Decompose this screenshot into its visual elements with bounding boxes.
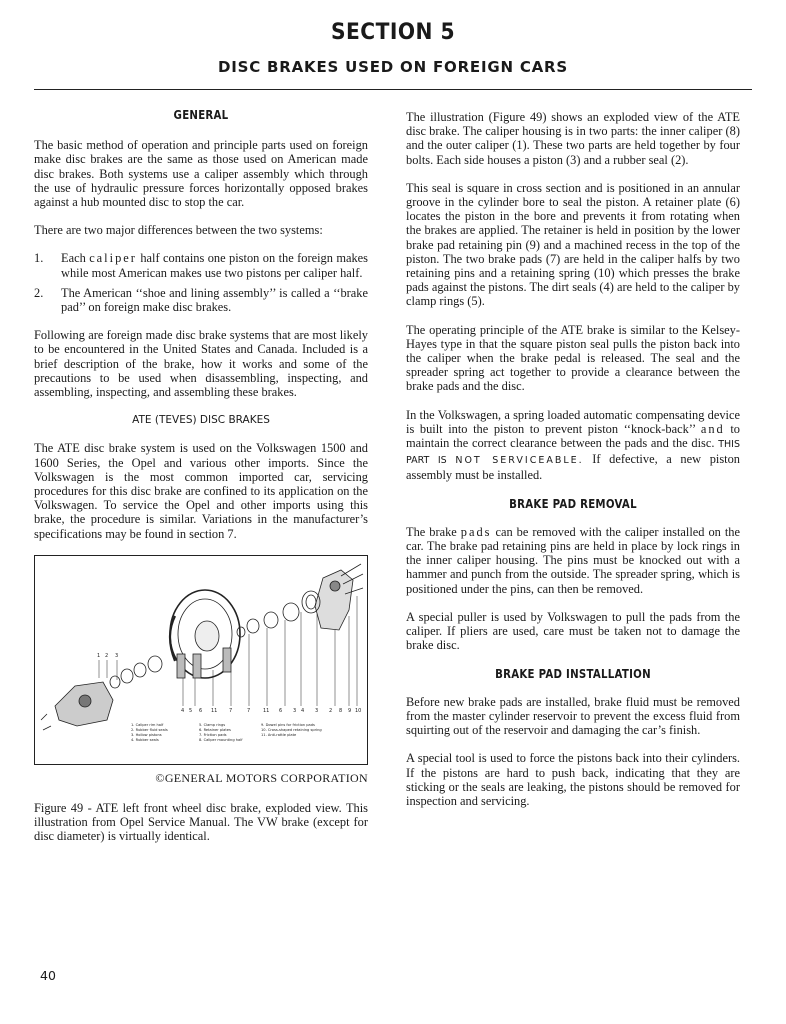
caliper-mounting-half bbox=[315, 570, 353, 630]
header-rule bbox=[34, 89, 752, 90]
right-column bbox=[406, 110, 740, 808]
paragraph-text: to maintain the correct clearance between the pads and the disc. bbox=[406, 421, 740, 451]
ate-heading: ATE (TEVES) DISC BRAKES bbox=[132, 414, 270, 427]
general-heading: GENERAL bbox=[173, 108, 229, 122]
left-column bbox=[34, 108, 368, 844]
callout-number: 7 bbox=[247, 707, 251, 714]
right-paragraph-3: The operating principle of the ATE brake is similar to the Kelsey-Hayes type in that the square piston seal pulls the piston back into the caliper when the brake pedal is released. The seal and the spreader spring act together to provide a clearance between the brake pads and the disc. bbox=[406, 322, 740, 394]
section-subtitle: DISC BRAKES USED ON FOREIGN CARS bbox=[217, 58, 569, 76]
ring bbox=[121, 669, 133, 683]
callout-number: 4 bbox=[181, 707, 185, 714]
legend-item: 2. Rubber fluid seals bbox=[131, 727, 168, 732]
list-number: 1. bbox=[34, 251, 44, 266]
legend-item: 8. Caliper mounting half bbox=[199, 737, 243, 742]
ring-inner bbox=[306, 595, 316, 609]
right-paragraph-7: Before new brake pads are installed, brake fluid must be removed from the master cylinder reservoir to prevent the excess fluid from squirting out of the reservoir and damaging the car’s finish. bbox=[406, 694, 740, 738]
right-paragraph-6: A special puller is used by Volkswagen to pull the pads from the caliper. If pliers are used, care must be taken not to damage the brake disc. bbox=[406, 609, 740, 653]
paragraph-text-caps: THIS PART IS bbox=[406, 439, 740, 467]
paragraph-text: If defective, a new piston assembly must be installed. bbox=[406, 452, 740, 483]
general-paragraph-2: There are two major differences between the two systems: bbox=[34, 223, 323, 238]
friction-pad bbox=[177, 654, 185, 678]
callout-number: 7 bbox=[229, 707, 233, 714]
list-text: half contains one piston on the foreign makes while most American makes use two pistons per caliper half. bbox=[61, 251, 368, 280]
right-paragraph-1: The illustration (Figure 49) shows an exploded view of the ATE disc brake. The caliper housing is in two parts: the inner caliper (8) and the outer caliper (1). These two parts are held together by four bolts. Each side houses a piston (3) and a rubber seal (2). bbox=[406, 110, 740, 167]
ring bbox=[110, 676, 120, 688]
right-paragraph-5 bbox=[406, 525, 740, 596]
brake-pad-removal-heading: BRAKE PAD REMOVAL bbox=[509, 496, 637, 511]
list-item bbox=[34, 251, 368, 279]
callout-number: 10 bbox=[355, 707, 362, 714]
general-paragraph-3: Following are foreign made disc brake systems that are most likely to be encountered in the United States and Canada. Included is a brief description of the brake, how it works and some of the precautions to be used when disassembling, inspecting, and assembling, inspecting, and assembling these brakes. bbox=[34, 328, 368, 400]
callout-number: 3 bbox=[115, 652, 119, 659]
figure-caption: Figure 49 - ATE left front wheel disc brake, exploded view. This illustration from Opel Service Manual. The VW brake (except for disc diameter) is virtually identical. bbox=[34, 801, 368, 844]
legend-item: 7. Friction pads bbox=[199, 732, 227, 737]
legend-item: 6. Retainer plates bbox=[199, 727, 231, 732]
callout-number: 11 bbox=[211, 707, 218, 714]
brake-pad-installation-heading: BRAKE PAD INSTALLATION bbox=[495, 666, 651, 681]
ring bbox=[247, 619, 259, 633]
list-text: Each bbox=[61, 251, 90, 266]
callout-number: 1 bbox=[97, 652, 101, 659]
caliper-rim-bolts bbox=[41, 714, 51, 730]
legend-item: 5. Clamp rings bbox=[199, 722, 226, 727]
legend-item: 1. Caliper rim half bbox=[131, 722, 164, 727]
general-paragraph-1: The basic method of operation and principle parts used on foreign make disc brakes are the same as those used on American made disc brakes. Both systems use a caliper assembly which through the use of hydraulic pressure forces horizontally opposed brakes against a hub mounted disc to stop the car. bbox=[34, 138, 368, 210]
paragraph-text-notice: NOT SERVICEABLE. bbox=[455, 455, 584, 467]
ring bbox=[237, 627, 245, 637]
callout-number: 4 bbox=[301, 707, 305, 714]
legend-item: 4. Rubber seals bbox=[131, 737, 159, 742]
callout-number: 6 bbox=[199, 707, 203, 714]
leader-lines-top bbox=[99, 660, 117, 680]
caliper-rim-bore bbox=[79, 695, 91, 707]
right-paragraph-4 bbox=[406, 408, 740, 483]
paragraph-text: In the Volkswagen, a spring loaded automatic compensating device is built into the piston to prevent piston ‘‘knock-back’’ bbox=[406, 407, 740, 436]
callout-number: 11 bbox=[263, 707, 270, 714]
callout-number: 2 bbox=[105, 652, 109, 659]
callout-number: 6 bbox=[279, 707, 283, 714]
ring bbox=[148, 656, 162, 672]
figure-credit: ©GENERAL MOTORS CORPORATION bbox=[155, 770, 368, 785]
exploded-view-figure bbox=[34, 555, 368, 765]
paragraph-text: The brake bbox=[406, 524, 461, 539]
callout-number: 9 bbox=[348, 707, 352, 714]
callout-number: 5 bbox=[189, 707, 193, 714]
callout-number: 2 bbox=[329, 707, 333, 714]
page-number: 40 bbox=[40, 968, 56, 983]
ring bbox=[283, 603, 299, 621]
ring bbox=[264, 612, 278, 628]
paragraph-text-spaced: pads bbox=[460, 524, 492, 539]
list-number: 2. bbox=[34, 285, 44, 300]
right-paragraph-8: A special tool is used to force the pistons back into their cylinders. If the pistons are hard to push back, indicating that they are sticking or the seals are leaking, the pistons should be removed for inspection and servicing. bbox=[406, 751, 740, 808]
paragraph-text-spaced: and bbox=[700, 421, 725, 436]
disc-hub bbox=[195, 621, 219, 651]
list-text-spaced: caliper bbox=[89, 251, 137, 266]
legend-item: 10. Cross-shaped retaining spring bbox=[261, 727, 322, 732]
right-paragraph-2: This seal is square in cross section and is positioned in an annular groove in the cylinder bore to seal the piston. A retainer plate (6) locates the piston in the bore and prevents it from rotating when the brakes are applied. The retainer is held in position by the lower brake pad retaining pin (9) and a machined recess in the top of the piston. The two brake pads (7) are held in the caliper halfs by two retaining pins and a retaining spring (10) which presses the brake pads against the pistons. The dirt seals (4) are held to the caliper by clamp rings (5). bbox=[406, 180, 740, 309]
section-title: SECTION 5 bbox=[330, 20, 455, 45]
legend-item: 9. Dowel pins for friction pads bbox=[261, 722, 315, 727]
callout-number: 3 bbox=[293, 707, 297, 714]
list-item bbox=[34, 286, 368, 314]
legend-item: 3. Hollow pistons bbox=[131, 732, 162, 737]
figure-legend bbox=[131, 723, 322, 742]
paragraph-text: can be removed with the caliper installed on the car. The brake pad retaining pins are held in place by lock rings in the inner caliper housing. The pins must be knocked out with a hammer and punch from the outside. The spreader spring, which is positioned under the pins, can then be removed. bbox=[406, 524, 740, 596]
list-text: The American ‘‘shoe and lining assembly’’ is called a ‘‘brake pad’’ on foreign make disc brakes. bbox=[61, 285, 368, 315]
friction-pad bbox=[193, 654, 201, 678]
caliper-bore bbox=[330, 581, 340, 591]
legend-item: 11. Anti-rattle plate bbox=[261, 732, 297, 737]
ring bbox=[134, 663, 146, 677]
callout-number: 3 bbox=[315, 707, 319, 714]
friction-pad bbox=[223, 648, 231, 672]
brake-illustration bbox=[35, 556, 367, 764]
callout-number: 8 bbox=[339, 707, 343, 714]
ate-paragraph: The ATE disc brake system is used on the Volkswagen 1500 and 1600 Series, the Opel and various other imports. Since the Volkswagen is the most common imported car, servicing procedures for this disc brake are confined to its application on the Volkswagen. To service the Opel and other imports using this brake, the procedure is similar. Variations in the manufacturer’s specifications may be found in section 7. bbox=[34, 441, 368, 541]
